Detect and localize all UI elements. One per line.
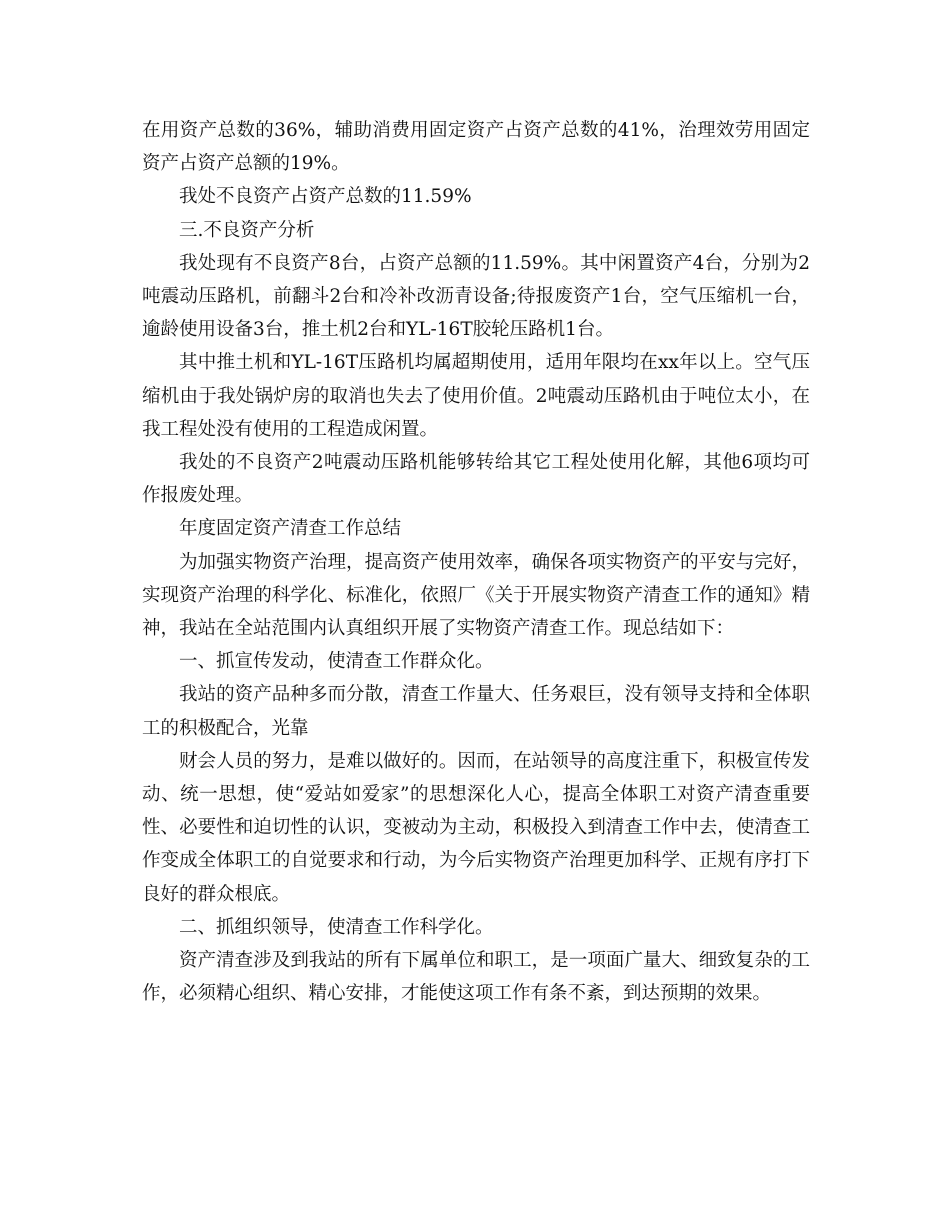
heading-annual-summary: 年度固定资产清查工作总结: [179, 518, 402, 540]
document-body: [142, 114, 810, 1010]
paragraph-overdue-equipment: 其中推土机和YL-16T压路机均属超期使用，适用年限均在xx年以上。空气压缩机由于我处锅炉房的取消也失去了使用价值。2吨震动压路机由于吨位太小，在我工程处没有使用的工程造成闲置。: [142, 352, 810, 440]
paragraph-asset-ratio: 在用资产总数的36%，辅助消费用固定资产占资产总数的41%，治理效劳用固定资产占资产总额的19%。: [142, 120, 810, 175]
heading-section-two: 二、抓组织领导，使清查工作科学化。: [179, 916, 494, 938]
paragraph-disposal: 我处的不良资产2吨震动压路机能够转给其它工程处使用化解，其他6项均可作报废处理。: [142, 452, 810, 507]
paragraph-section-two: 资产清查涉及到我站的所有下属单位和职工，是一项面广量大、细致复杂的工作，必须精心组织、精心安排，才能使这项工作有条不紊，到达预期的效果。: [142, 950, 810, 1005]
paragraph-bad-asset-ratio: 我处不良资产占资产总数的11.59%: [179, 186, 472, 208]
paragraph-intro: 为加强实物资产治理，提高资产使用效率，确保各项实物资产的平安与完好，实现资产治理的科学化、标准化，依照厂《关于开展实物资产清查工作的通知》精神，我站在全站范围内认真组织开展了实物资产清查工作。现总结如下：: [142, 551, 810, 640]
paragraph-section-one-a: 我站的资产品种多而分散，清查工作量大、任务艰巨，没有领导支持和全体职工的积极配合，光靠: [142, 684, 810, 739]
paragraph-bad-asset-list: 我处现有不良资产8台，占资产总额的11.59%。其中闲置资产4台，分别为2吨震动压路机，前翻斗2台和冷补改沥青设备;待报废资产1台，空气压缩机一台，逾龄使用设备3台，推土机2台和YL-16T胶轮压路机1台。: [142, 252, 810, 341]
heading-section-one: 一、抓宣传发动，使清查工作群众化。: [179, 651, 494, 673]
paragraph-section-one-b: 财会人员的努力，是难以做好的。因而，在站领导的高度注重下，积极宣传发动、统一思想，使“爱站如爱家”的思想深化人心，提高全体职工对资产清查重要性、必要性和迫切性的认识，变被动为主动，积极投入到清查工作中去，使清查工作变成全体职工的自觉要求和行动，为今后实物资产治理更加科学、正规有序打下良好的群众根底。: [142, 750, 810, 905]
heading-bad-asset-analysis: 三.不良资产分析: [179, 219, 315, 241]
